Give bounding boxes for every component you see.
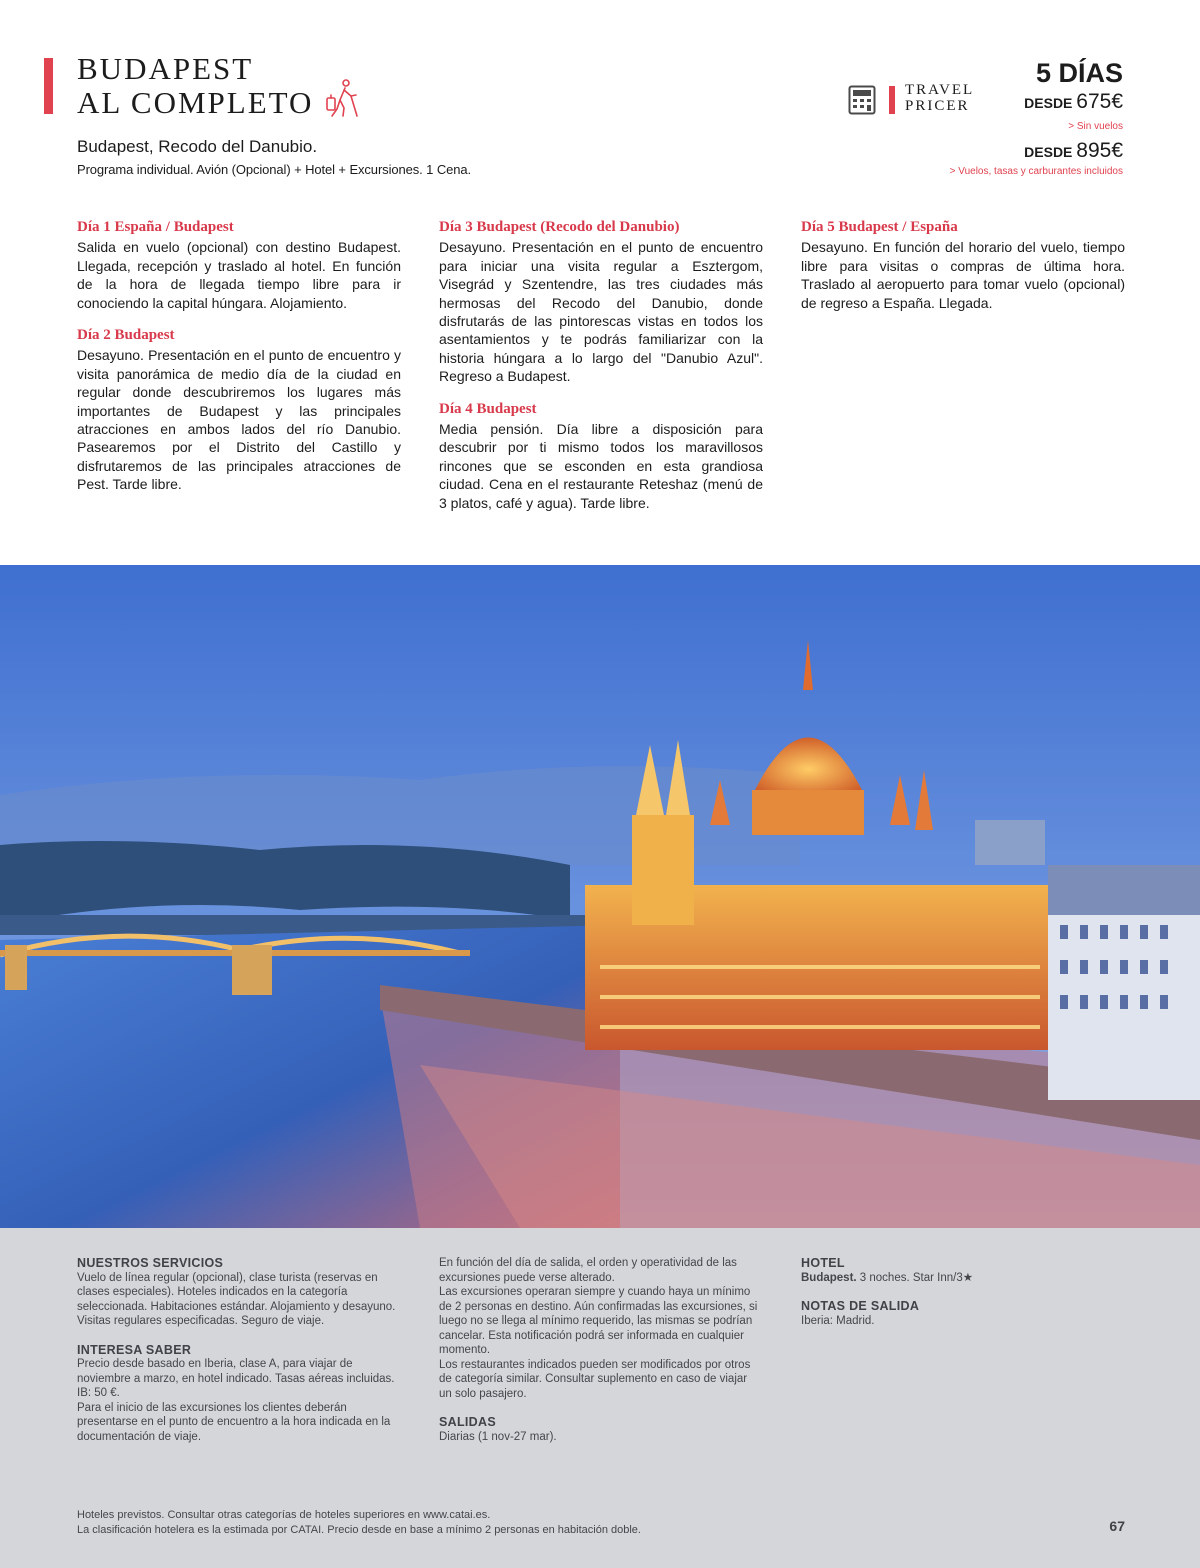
interesa-saber-text-1: Precio desde basado en Iberia, clase A, para viajar de noviembre a marzo, en hotel indicado. Tasas aéreas incluidas. IB: 50 €.	[77, 1358, 395, 1399]
notas-salida-heading: NOTAS DE SALIDA	[801, 1299, 920, 1313]
footnote-line-1: Hoteles previstos. Consultar otras categorías de hoteles superiores en www.catai.es.	[77, 1509, 491, 1521]
day-5-text: Desayuno. En función del horario del vuelo, tiempo libre para visitas o compras de última hora. Traslado al aeropuerto para tomar vuelo (opcional) de regreso a España. Llegada.	[801, 239, 1125, 311]
walking-traveler-icon	[325, 78, 359, 118]
info-column-2	[439, 1256, 763, 1458]
notas-salida-text: Iberia: Madrid.	[801, 1314, 875, 1327]
travel-pricer-logo	[905, 82, 974, 114]
day-4-title: Día 4 Budapest	[439, 400, 537, 417]
excursiones-note-1: En función del día de salida, el orden y operatividad de las excursiones puede verse alterado.	[439, 1257, 737, 1284]
hotel-text	[801, 1271, 1125, 1286]
day-4-text: Media pensión. Día libre a disposición para descubrir por ti mismo todos los maravillosos rincones que se esconden en esta grandiosa ciudad. Cena en el restaurante Reteshaz (menú de 3 platos, café y agua). Tarde libre.	[439, 421, 763, 511]
day-1-text: Salida en vuelo (opcional) con destino Budapest. Llegada, recepción y traslado al hotel. En función de la hora de llegada tiempo libre para ir conociendo la capital húngara. Alojamiento.	[77, 239, 401, 311]
day-3-text: Desayuno. Presentación en el punto de encuentro para iniciar una visita regular a Esztergom, Visegrád y Szentendre, las tres ciudades más hermosas del Recodo del Danubio, donde disfrutarás de las pintorescas vistas en todos los asentamientos y te podrás familiarizar con la historia húngara a lo largo del "Danubio Azul". Regreso a Budapest.	[439, 239, 763, 385]
budapest-parliament-photo	[0, 565, 1200, 1228]
trip-duration: 5 DÍAS	[1035, 58, 1123, 88]
hotel-heading: HOTEL	[801, 1256, 845, 1270]
salidas-text: Diarias (1 nov-27 mar).	[439, 1430, 557, 1443]
travel-pricer-line-1: TRAVEL	[905, 82, 975, 98]
title-accent-bar	[44, 58, 53, 114]
price-label: DESDE	[1024, 95, 1077, 111]
title-line-2: AL COMPLETO	[77, 85, 314, 120]
price-label: DESDE	[1024, 144, 1077, 160]
interesa-saber-text-2: Para el inicio de las excursiones los clientes deberán presentarse en el punto de encuentro a la hora indicada en la documentación de viaje.	[77, 1401, 391, 1443]
price-without-flights	[1024, 90, 1123, 114]
title-line-1: BUDAPEST	[77, 51, 254, 86]
itinerary-column-2	[439, 218, 763, 526]
price-with-flights	[1024, 139, 1123, 163]
servicios-heading: NUESTROS SERVICIOS	[77, 1256, 224, 1270]
hotel-city: Budapest.	[801, 1271, 857, 1284]
travel-pricer-accent-bar	[889, 86, 895, 114]
trip-subtitle: Budapest, Recodo del Danubio.	[77, 137, 318, 156]
day-1-title: Día 1 España / Budapest	[77, 219, 234, 235]
travel-pricer-line-2: PRICER	[905, 98, 970, 114]
price-value: 675€	[1076, 90, 1123, 113]
day-2-title: Día 2 Budapest	[77, 327, 175, 344]
day-3-title: Día 3 Budapest (Recodo del Danubio)	[439, 219, 680, 235]
excursiones-note-2: Las excursiones operaran siempre y cuando haya un mínimo de 2 personas en destino. Aún confirmadas las excursiones, si luego no se llega al mínimo requerido, las mismas se podrían cancelar. Esta notificación podrá ser informada en cualquier momento.	[439, 1286, 758, 1356]
price-note-no-flights: > Sin vuelos	[1068, 121, 1123, 132]
footnote-line-2: La clasificación hotelera es la estimada por CATAI. Precio desde en base a mínimo 2 personas en habitación doble.	[77, 1524, 641, 1536]
info-column-3	[801, 1256, 1125, 1342]
page-title	[77, 52, 313, 120]
info-column-1	[77, 1256, 401, 1458]
page-number: 67	[1109, 1518, 1125, 1534]
hotel-details: 3 noches. Star Inn/3★	[856, 1271, 974, 1284]
footnote	[77, 1508, 641, 1538]
price-value: 895€	[1076, 139, 1123, 162]
interesa-saber-heading: INTERESA SABER	[77, 1342, 192, 1357]
restaurantes-note: Los restaurantes indicados pueden ser modificados por otros de categoría similar. Consultar suplemento en caso de viajar un solo pasajero.	[439, 1358, 751, 1400]
day-5-title: Día 5 Budapest / España	[801, 219, 958, 235]
servicios-text: Vuelo de línea regular (opcional), clase turista (reservas en clases especiales). Hoteles indicados en la categoría seleccionada. Habitaciones estándar. Alojamiento y desayuno. Visitas regulares especificadas. Seguro de viaje.	[77, 1271, 396, 1327]
program-description: Programa individual. Avión (Opcional) + Hotel + Excursiones. 1 Cena.	[77, 162, 472, 177]
itinerary-column-3	[801, 218, 1125, 326]
itinerary-column-1	[77, 218, 401, 508]
calculator-icon	[848, 85, 876, 115]
price-note-flights-included: > Vuelos, tasas y carburantes incluidos	[949, 166, 1123, 177]
salidas-heading: SALIDAS	[439, 1415, 496, 1429]
day-2-text: Desayuno. Presentación en el punto de encuentro y visita panorámica de medio día de la ciudad en regular donde descubriremos los lugares más importantes de Budapest y las principales atracciones en ambos lados del río Danubio. Pasearemos por el Distrito del Castillo y disfrutaremos de las principales atracciones de Pest. Tarde libre.	[77, 347, 401, 493]
